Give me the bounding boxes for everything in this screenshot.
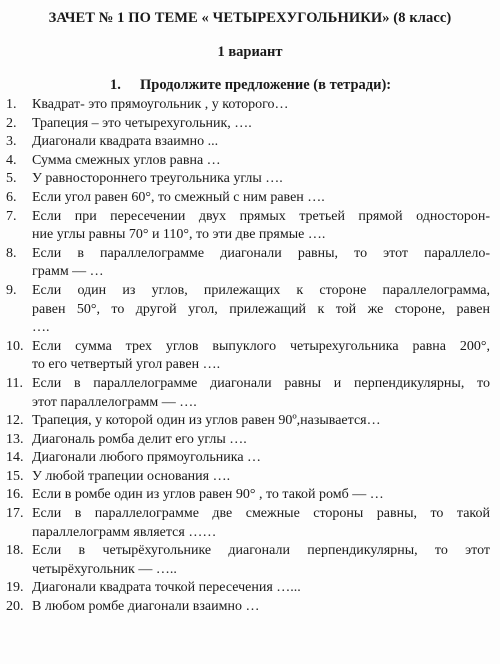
list-item xyxy=(6,542,490,579)
item-text-line: Если в четырёхугольнике диагонали перпендикулярны, то этот xyxy=(32,543,490,559)
item-number: 19. xyxy=(6,580,24,596)
item-number: 6. xyxy=(6,189,17,205)
item-text-line: У любой трапеции основания …. xyxy=(32,468,231,484)
list-item xyxy=(6,579,490,598)
list-item xyxy=(6,449,490,468)
item-text-line: …. xyxy=(32,320,50,336)
item-number: 11. xyxy=(6,375,23,391)
list-item xyxy=(6,375,490,412)
list-item xyxy=(6,468,490,487)
item-text-line: У равностороннего треугольника углы …. xyxy=(32,171,283,187)
list-item xyxy=(6,170,490,189)
task-instruction: Продолжите предложение (в тетради): xyxy=(140,77,392,93)
question-list xyxy=(6,96,490,617)
item-number: 4. xyxy=(6,152,17,168)
list-item xyxy=(6,412,490,431)
item-text-line: четырёхугольник — ….. xyxy=(32,561,177,577)
item-text-line: Диагонали квадрата точкой пересечения …... xyxy=(32,580,301,596)
item-text-line: Сумма смежных углов равна … xyxy=(32,152,221,168)
item-text xyxy=(32,338,490,375)
item-text xyxy=(32,208,490,245)
item-number: 5. xyxy=(6,171,17,187)
item-number: 14. xyxy=(6,450,24,466)
item-text-line: Диагонали любого прямоугольника … xyxy=(32,450,262,466)
item-text-line: Трапеция – это четырехугольник, …. xyxy=(32,115,252,131)
list-item xyxy=(6,152,490,171)
list-item xyxy=(6,189,490,208)
item-text xyxy=(32,449,490,468)
item-text xyxy=(32,375,490,412)
list-item xyxy=(6,115,490,134)
item-number: 8. xyxy=(6,245,17,261)
item-text-line: Диагональ ромба делит его углы …. xyxy=(32,431,247,447)
list-item xyxy=(6,598,490,617)
item-text xyxy=(32,579,490,598)
item-text-line: равен 50°, то другой угол, прилежащий к той же стороне, равен xyxy=(32,301,490,317)
page-title: ЗАЧЕТ № 1 ПО ТЕМЕ « ЧЕТЫРЕХУГОЛЬНИКИ» (8 класс) xyxy=(48,10,452,26)
item-text xyxy=(32,152,490,171)
list-item xyxy=(6,208,490,245)
list-item xyxy=(6,505,490,542)
item-text xyxy=(32,133,490,152)
item-number: 9. xyxy=(6,282,17,298)
task-number: 1. xyxy=(110,77,121,93)
item-text xyxy=(32,542,490,579)
task-heading xyxy=(110,77,391,94)
item-number: 13. xyxy=(6,431,24,447)
item-text-line: В любом ромбе диагонали взаимно … xyxy=(32,599,260,615)
item-number: 16. xyxy=(6,487,24,503)
item-text-line: Если в параллелограмме диагонали равны, то этот параллело- xyxy=(32,245,490,261)
item-text xyxy=(32,96,490,115)
item-text xyxy=(32,170,490,189)
item-number: 15. xyxy=(6,468,24,484)
item-text-line: грамм — … xyxy=(32,264,104,280)
list-item xyxy=(6,133,490,152)
item-text-line: Трапеция, у которой один из углов равен 90º,называется… xyxy=(32,413,381,429)
item-text-line: Если в ромбе один из углов равен 90° , то такой ромб — … xyxy=(32,487,384,503)
item-text-line: Если в параллелограмме две смежные стороны равны, то такой xyxy=(32,506,490,522)
item-text xyxy=(32,598,490,617)
variant-label: 1 вариант xyxy=(217,44,283,60)
item-text xyxy=(32,115,490,134)
list-item xyxy=(6,282,490,338)
item-text xyxy=(32,431,490,450)
item-number: 17. xyxy=(6,506,24,522)
list-item xyxy=(6,338,490,375)
item-text-line: параллелограмм является …… xyxy=(32,524,217,540)
item-number: 2. xyxy=(6,115,17,131)
list-item xyxy=(6,431,490,450)
item-text-line: то его четвертый угол равен …. xyxy=(32,357,221,373)
item-text xyxy=(32,412,490,431)
item-text-line: Диагонали квадрата взаимно ... xyxy=(32,134,219,150)
item-number: 12. xyxy=(6,413,24,429)
list-item xyxy=(6,96,490,115)
item-number: 10. xyxy=(6,338,24,354)
item-number: 1. xyxy=(6,97,17,112)
item-text-line: этот параллелограмм — …. xyxy=(32,394,197,410)
item-number: 20. xyxy=(6,599,24,615)
item-text-line: Если при пересечении двух прямых третьей прямой односторон- xyxy=(32,208,490,224)
item-text xyxy=(32,468,490,487)
item-text xyxy=(32,505,490,542)
item-text xyxy=(32,486,490,505)
item-text-line: Если угол равен 60°, то смежный с ним равен …. xyxy=(32,189,325,205)
item-text-line: Квадрат- это прямоугольник , у которого… xyxy=(32,97,289,112)
item-text-line: ние углы равны 70° и 110°, то эти две прямые …. xyxy=(32,227,326,243)
item-number: 7. xyxy=(6,208,17,224)
item-text-line: Если в параллелограмме диагонали равны и перпендикулярны, то xyxy=(32,375,490,391)
item-number: 18. xyxy=(6,543,24,559)
item-number: 3. xyxy=(6,134,17,150)
item-text-line: Если один из углов, прилежащих к стороне параллелограмма, xyxy=(32,282,490,298)
item-text xyxy=(32,189,490,208)
item-text xyxy=(32,245,490,282)
item-text xyxy=(32,282,490,338)
list-item xyxy=(6,486,490,505)
item-text-line: Если сумма трех углов выпуклого четырехугольника равна 200°, xyxy=(32,338,490,354)
list-item xyxy=(6,245,490,282)
